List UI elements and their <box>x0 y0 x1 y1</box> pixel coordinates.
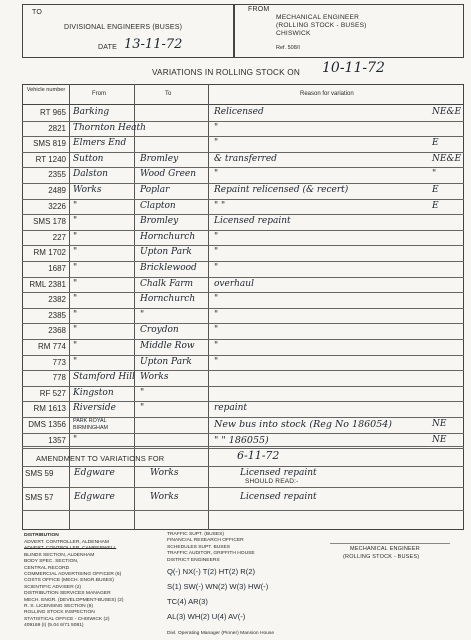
reason-text: " <box>214 122 219 133</box>
form-title-date: 10-11-72 <box>322 60 385 76</box>
amend-reason: Licensed repaint <box>240 492 317 502</box>
distribution-item: BLINDS SECTION, ALDENHAM <box>24 552 95 558</box>
from-garage: " <box>73 247 78 258</box>
division-code: NE&E <box>432 107 462 117</box>
from-garage: Stamford Hill <box>73 372 135 383</box>
distribution-item: DISTRIBUTION SERVICES MANAGER <box>24 591 111 597</box>
to-garage: Works <box>140 372 169 383</box>
distribution-item: ADVERT. CONTROLLER, CAMBERWELL <box>24 546 117 552</box>
to-garage: Bricklewood <box>140 263 197 273</box>
from-garage: " <box>73 294 78 305</box>
reason-text: " <box>214 263 219 273</box>
from-garage: Dalston <box>73 169 108 180</box>
distribution-footer: Divl. Operating Manager (Pinner) Mansion House <box>167 631 275 636</box>
vehicle-number: 2355 <box>48 170 66 180</box>
reason-text: Repaint relicensed (& recert) <box>214 185 349 195</box>
distribution-item: COMMERCIAL ADVERTISING OFFICER (6) <box>24 572 122 577</box>
form-title: VARIATIONS IN ROLLING STOCK ON <box>152 68 300 77</box>
to-garage: Upton Park <box>140 356 192 367</box>
reason-text: " <box>214 247 219 258</box>
col-reason-header: Reason for variation <box>300 91 354 97</box>
district-count-line: Q(-) NX(-) T(2) HT(2) R(2) <box>167 567 256 576</box>
vehicle-number: RF 527 <box>39 388 66 398</box>
reason-text: overhaul <box>214 278 254 289</box>
distribution-item: R. S. LICENSING SECTION (8) <box>24 604 94 609</box>
to-garage: Clapton <box>140 200 176 211</box>
reason-text: " <box>214 169 219 180</box>
amend-vehicle: SMS 59 <box>25 469 54 478</box>
signature-line-1: MECHANICAL ENGINEER <box>350 546 420 552</box>
from-line-2: (ROLLING STOCK - BUSES) <box>276 22 367 29</box>
to-garage: Bromley <box>140 153 179 164</box>
district-count-line: TC(4) AR(3) <box>167 597 208 606</box>
to-garage: " <box>140 403 145 414</box>
from-garage: " <box>73 341 78 351</box>
reason-text: & transferred <box>214 153 277 164</box>
vehicle-number: RM 1702 <box>33 248 66 258</box>
vehicle-number: RT 1240 <box>35 154 66 164</box>
vehicle-number: DMS 1356 <box>28 420 66 429</box>
to-garage: Wood Green <box>140 169 197 180</box>
vehicle-number: 2382 <box>48 295 66 305</box>
vehicle-number: 3226 <box>48 201 66 211</box>
reason-text: Licensed repaint <box>214 216 291 227</box>
from-garage: " <box>73 325 78 336</box>
vehicle-number: 1357 <box>48 435 66 445</box>
reason-text: " <box>214 325 219 336</box>
distribution-title: DISTRIBUTION <box>24 533 59 538</box>
reason-text: " <box>214 138 219 149</box>
from-line-1: MECHANICAL ENGINEER <box>276 14 360 21</box>
from-garage: Riverside <box>73 403 116 414</box>
to-garage: Bromley <box>140 216 179 227</box>
signature-line-2: (ROLLING STOCK - BUSES) <box>343 554 420 560</box>
to-garage: Poplar <box>140 185 170 195</box>
vehicle-number: RML 2381 <box>29 279 66 289</box>
reason-text: New bus into stock (Reg No 186054) <box>214 419 393 430</box>
from-garage: " <box>73 309 78 320</box>
division-code: NE <box>432 434 447 445</box>
division-code: E <box>432 185 439 195</box>
to-garage: Chalk Farm <box>140 278 194 289</box>
from-garage: Sutton <box>73 153 104 164</box>
distribution-item: ADVERT. CONTROLLER, ALDENHAM <box>24 540 109 545</box>
district-count-line: AL(3) WH(2) U(4) AV(-) <box>167 612 246 621</box>
from-garage: " <box>73 200 78 211</box>
distribution-item: SCHEDULES SUPT. BUSES <box>167 544 231 550</box>
from-garage: Thornton Heath <box>73 122 146 133</box>
reason-text: " <box>214 356 219 367</box>
vehicle-number: 2368 <box>48 326 66 336</box>
amend-to: Works <box>150 468 179 478</box>
distribution-item: DISTRICT ENGINEERS <box>167 557 220 563</box>
division-code: E <box>432 200 439 211</box>
distribution-item: TRAFFIC SUPT. (BUSES) <box>167 532 225 537</box>
to-label: TO <box>32 9 42 16</box>
col-to-header: To <box>165 91 172 97</box>
reason-text: " <box>214 231 219 242</box>
distribution-item: CENTRAL RECORD <box>24 565 70 571</box>
division-code: E <box>432 138 439 149</box>
vehicle-number: RM 1613 <box>33 404 66 414</box>
should-read: SHOULD READ:- <box>245 478 299 485</box>
division-code: NE <box>432 419 447 429</box>
to-garage: Middle Row <box>140 341 195 351</box>
col-from-header: From <box>92 91 106 97</box>
distribution-item: BODY SPEC. SECTION, <box>24 559 79 565</box>
distribution-item: 409169 (I) (5.04 6/71 5081) <box>24 623 84 629</box>
vehicle-number: 227 <box>52 232 66 242</box>
amendment-title: AMENDMENT TO VARIATIONS FOR <box>36 454 165 463</box>
to-garage: Hornchurch <box>140 294 196 305</box>
col-vehicle-header: Vehicle number <box>26 87 66 93</box>
amend-reason: Licensed repaint <box>240 468 317 478</box>
ref-number: Ref. 508/I <box>276 45 300 51</box>
from-garage: Works <box>73 185 102 195</box>
to-value: DIVISIONAL ENGINEERS (BUSES) <box>64 24 183 31</box>
from-garage: PARK ROYAL BIRMINGHAM <box>73 418 109 431</box>
from-garage: Kingston <box>73 387 114 398</box>
reason-text: Relicensed <box>214 107 264 117</box>
to-garage: Croydon <box>140 325 179 336</box>
distribution-item: COSTS OFFICE (MECH. ENGR.BUSES) <box>24 578 114 584</box>
vehicle-number: 2385 <box>48 310 66 320</box>
from-garage: " <box>73 231 78 242</box>
from-garage: Barking <box>73 107 110 117</box>
vehicle-number: 1687 <box>48 264 66 273</box>
to-garage: Upton Park <box>140 247 192 258</box>
distribution-item: ROLLING STOCK INSPECTION <box>24 610 95 616</box>
reason-text: " <box>214 341 219 351</box>
division-code: " <box>432 169 437 180</box>
reason-text: " <box>214 294 219 305</box>
vehicle-number: 778 <box>52 373 66 383</box>
distribution-item: MECH. ENGR. (DEVELOPMENT-BUSES) (2) <box>24 597 124 603</box>
vehicle-number: 2489 <box>48 186 66 195</box>
reason-text: repaint <box>214 403 248 414</box>
amendment-date: 6-11-72 <box>237 449 280 462</box>
vehicle-number: RM 774 <box>37 342 66 351</box>
distribution-item: STATISTICAL OFFICE - CHISWICK (2) <box>24 616 110 622</box>
amend-vehicle: SMS 57 <box>25 493 54 502</box>
date-label: DATE <box>98 44 117 51</box>
reason-text: " " <box>214 200 226 211</box>
from-label: FROM <box>248 6 270 13</box>
to-garage: " <box>140 387 145 398</box>
from-garage: " <box>73 434 78 445</box>
distribution-item: TRAFFIC AUDITOR, GRIFFITH HOUSE <box>167 551 255 557</box>
distribution-item: FINANCIAL RESEARCH OFFICER <box>167 538 244 544</box>
to-garage: " <box>140 309 145 320</box>
from-line-3: CHISWICK <box>276 30 311 37</box>
distribution-item: SCIENTIFIC ADVISER (2) <box>24 584 82 590</box>
from-garage: " <box>73 356 78 367</box>
vehicle-number: 773 <box>52 357 66 367</box>
reason-text: " <box>214 309 219 320</box>
to-garage: Hornchurch <box>140 231 196 242</box>
amend-from: Edgware <box>74 492 115 502</box>
amend-to: Works <box>150 492 179 502</box>
date-value: 13-11-72 <box>124 37 183 52</box>
vehicle-number: SMS 819 <box>33 139 66 149</box>
division-code: NE&E <box>432 153 462 164</box>
reason-text: " " 186055) <box>214 434 269 446</box>
from-garage: Elmers End <box>73 138 127 149</box>
district-count-line: S(1) SW(-) WN(2) W(3) HW(-) <box>167 582 269 591</box>
from-garage: " <box>73 263 78 273</box>
vehicle-number: 2821 <box>48 123 66 133</box>
from-garage: " <box>73 216 78 227</box>
amend-from: Edgware <box>74 468 115 478</box>
vehicle-number: RT 965 <box>40 108 66 117</box>
vehicle-number: SMS 178 <box>33 217 66 227</box>
from-garage: " <box>73 278 78 289</box>
